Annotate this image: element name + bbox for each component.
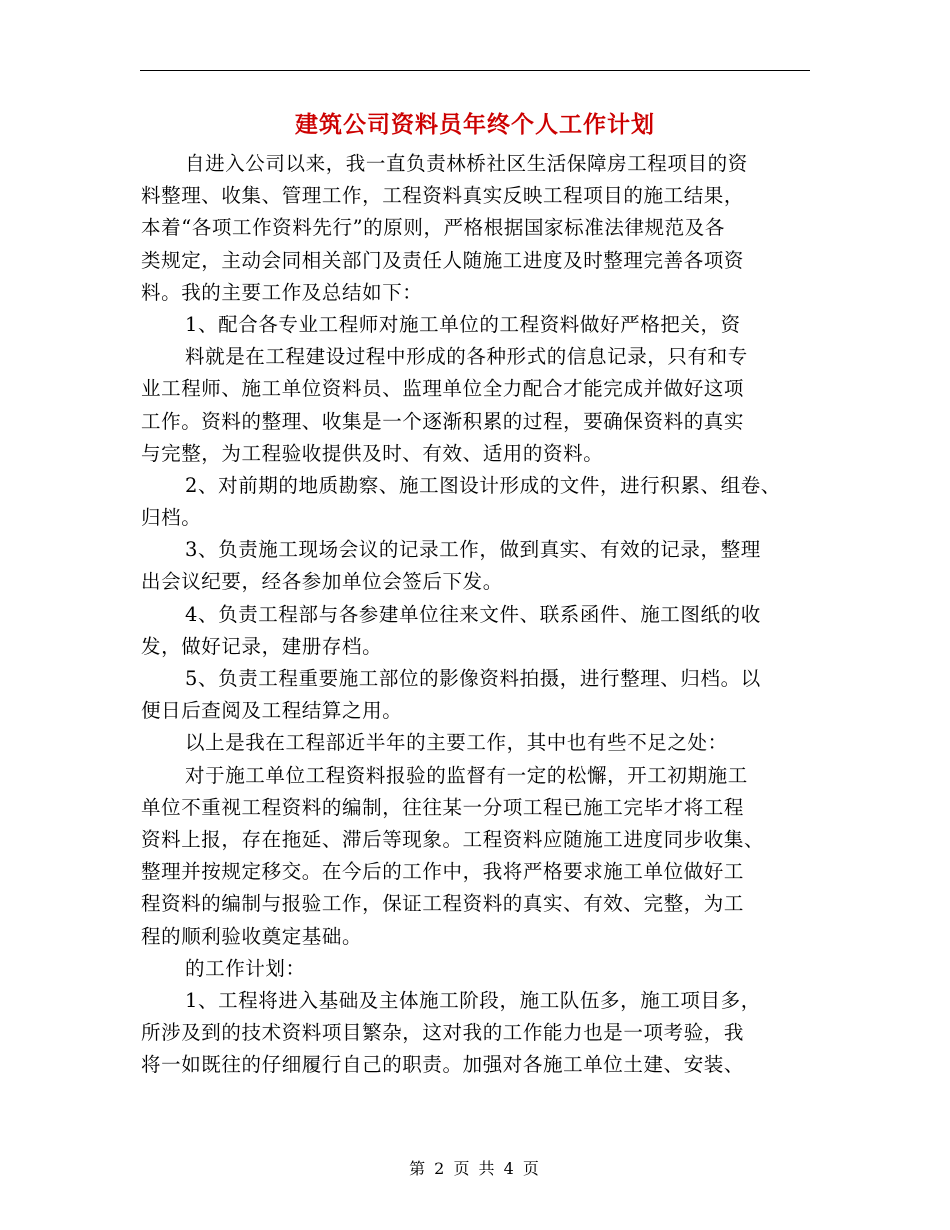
page-number-footer: 第 2 页 共 4 页 — [409, 1159, 541, 1178]
text-line: 整理并按规定移交。在今后的工作中，我将严格要求施工单位做好工 — [141, 860, 745, 884]
page-title: 建筑公司资料员年终个人工作计划 — [295, 112, 655, 138]
text-line: 工作。资料的整理、收集是一个逐渐积累的过程，要确保资料的真实 — [141, 409, 745, 433]
text-line: 将一如既往的仔细履行自己的职责。加强对各施工单位土建、安装、 — [141, 1053, 745, 1077]
text-line: 4、负责工程部与各参建单位往来文件、联系函件、施工图纸的收 — [185, 602, 761, 626]
text-line: 程的顺利验收奠定基础。 — [141, 924, 363, 948]
text-line: 单位不重视工程资料的编制，往往某一分项工程已施工完毕才将工程 — [141, 795, 745, 819]
text-line: 的工作计划： — [185, 956, 306, 980]
text-line: 1、配合各专业工程师对施工单位的工程资料做好严格把关，资 — [185, 312, 741, 336]
text-line: 料就是在工程建设过程中形成的各种形式的信息记录，只有和专 — [185, 345, 748, 369]
text-line: 5、负责工程重要施工部位的影像资料拍摄，进行整理、归档。以 — [185, 667, 761, 690]
text-line: 3、负责施工现场会议的记录工作，做到真实、有效的记录，整理 — [185, 538, 761, 562]
text-line: 2、对前期的地质勘察、施工图设计形成的文件，进行积累、组卷、 — [185, 473, 781, 497]
document-body — [141, 148, 821, 1081]
text-line: 发，做好记录，建册存档。 — [141, 634, 383, 658]
text-line: 自进入公司以来，我一直负责林桥社区生活保障房工程项目的资 — [185, 152, 748, 175]
text-line: 对于施工单位工程资料报验的监督有一定的松懈，开工初期施工 — [185, 763, 748, 787]
text-line: 类规定，主动会同相关部门及责任人随施工进度及时整理完善各项资 — [141, 248, 745, 272]
text-line: 本着“各项工作资料先行”的原则，严格根据国家标准法律规范及各 — [141, 216, 725, 240]
header-rule — [140, 70, 810, 71]
text-line: 程资料的编制与报验工作，保证工程资料的真实、有效、完整，为工 — [141, 892, 745, 916]
text-line: 与完整，为工程验收提供及时、有效、适用的资料。 — [141, 441, 604, 465]
text-line: 料整理、收集、管理工作，工程资料真实反映工程项目的施工结果， — [141, 184, 745, 208]
text-line: 便日后查阅及工程结算之用。 — [141, 699, 403, 723]
text-line: 1、工程将进入基础及主体施工阶段，施工队伍多，施工项目多， — [185, 988, 761, 1012]
text-line: 所涉及到的技术资料项目繁杂，这对我的工作能力也是一项考验，我 — [141, 1021, 745, 1045]
text-line: 资料上报，存在拖延、滞后等现象。工程资料应随施工进度同步收集、 — [141, 827, 765, 851]
text-line: 归档。 — [141, 506, 202, 530]
text-line: 以上是我在工程部近半年的主要工作，其中也有些不足之处： — [185, 731, 728, 755]
text-line: 业工程师、施工单位资料员、监理单位全力配合才能完成并做好这项 — [141, 377, 745, 401]
text-line: 出会议纪要，经各参加单位会签后下发。 — [141, 570, 503, 594]
text-line: 料。我的主要工作及总结如下： — [141, 280, 423, 304]
